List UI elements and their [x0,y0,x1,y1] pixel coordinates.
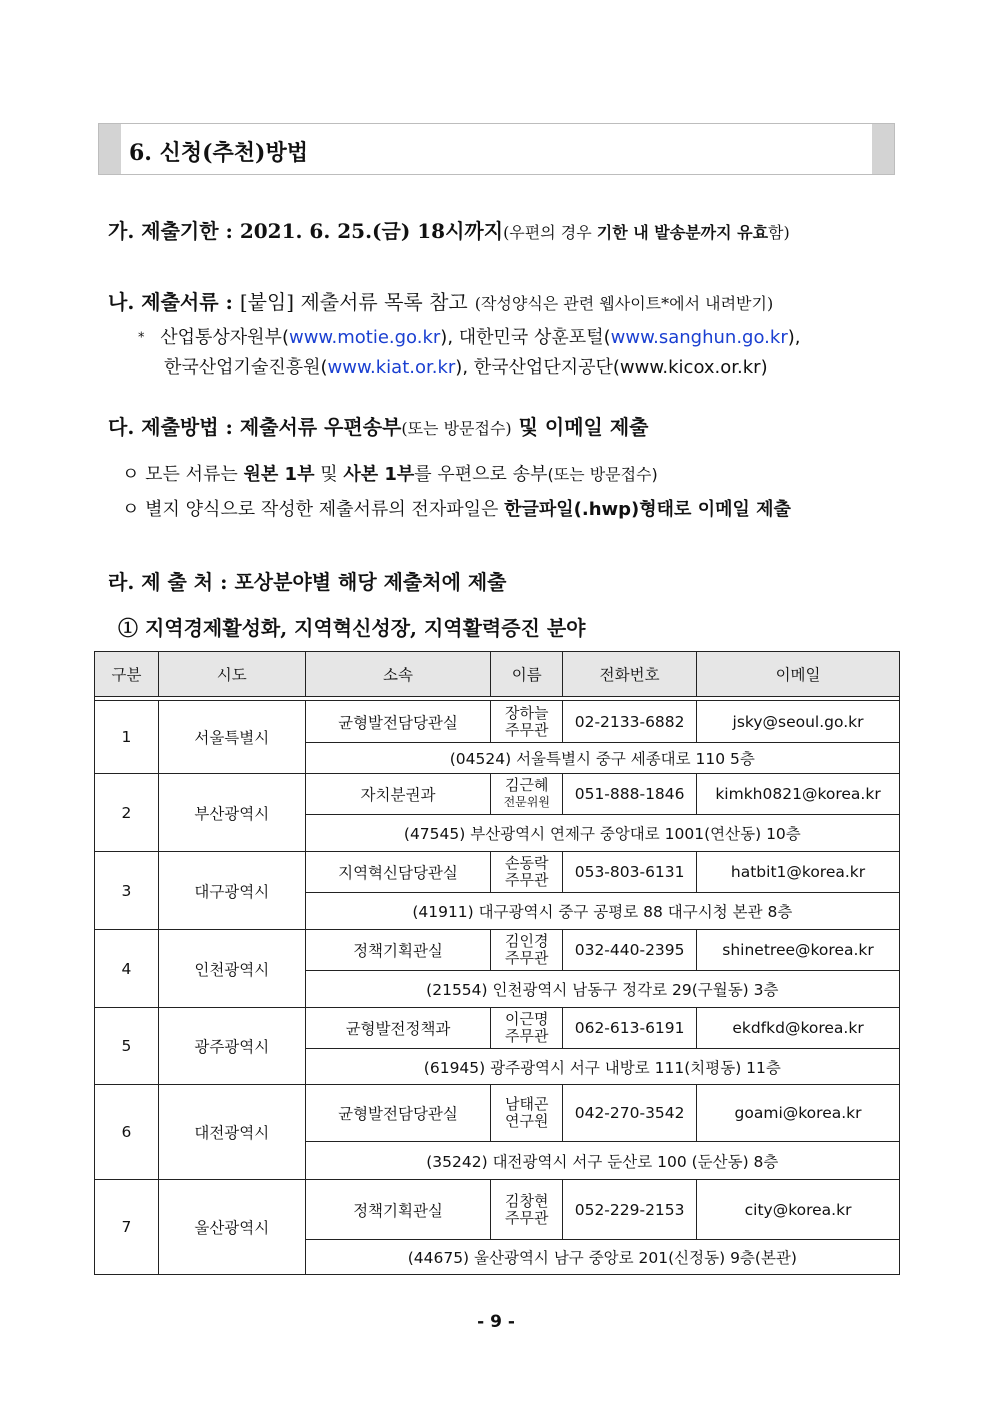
bullet1-f: (또는 방문접수) [547,465,658,484]
page-number: - 9 - [477,1312,515,1332]
documents-line [108,286,773,315]
table-row [95,774,900,815]
bullet1-d: 사본 1부 [343,464,415,485]
row-name-1: 손동락 [505,854,549,872]
deadline-note-b: 기한 내 발송분까지 유효 [596,223,769,242]
site3-link[interactable]: www.kiat.or.kr [327,357,456,378]
header-email: 이메일 [697,652,900,697]
row-name [491,930,563,971]
deadline-label: 가. 제출기한 : 2021. 6. 25.(금) 18시까지 [108,219,504,243]
row-city: 광주광역시 [158,1008,305,1085]
destination-line: 라. 제 출 처 : 포상분야별 해당 제출처에 제출 [108,570,507,594]
table-row [95,1085,900,1142]
row-name [491,701,563,743]
row-name [491,1085,563,1142]
row-phone: 02-2133-6882 [563,701,697,743]
row-dept: 자치분권과 [305,774,491,815]
contacts-table [94,651,900,1275]
row-no: 5 [95,1008,159,1085]
method-label: 다. 제출방법 : 제출서류 우편송부 [108,415,402,439]
documents-label: 나. 제출서류 : [108,290,240,314]
method-note: (또는 방문접수) [401,419,512,438]
row-name-2: 주무관 [505,720,549,739]
deadline-note-a: (우편의 경우 [503,223,597,242]
row-name-1: 김인경 [505,932,549,950]
heading-right-bar [872,124,894,174]
row-name-2: 주무관 [505,871,549,889]
row-dept: 균형발전정책과 [305,1008,491,1049]
row-name-2: 주무관 [505,1027,549,1045]
row-no: 2 [95,774,159,852]
row-address: (35242) 대전광역시 서구 둔산로 100 (둔산동) 8층 [305,1142,899,1180]
row-email[interactable]: city@korea.kr [697,1180,900,1240]
site2-link[interactable]: www.sanghun.go.kr [610,327,788,348]
table-row [95,930,900,971]
site4-name: ), 한국산업단지공단(www.kicox.or.kr) [455,357,768,378]
row-dept: 지역혁신담당관실 [305,852,491,893]
deadline-line [108,215,790,244]
row-no: 1 [95,701,159,774]
row-address: (41911) 대구광역시 중구 공평로 88 대구시청 본관 8층 [305,893,899,930]
row-email[interactable]: shinetree@korea.kr [697,930,900,971]
bullet1-b: 원본 1부 [243,464,315,485]
row-city: 울산광역시 [158,1180,305,1275]
site2-name: ), 대한민국 상훈포털( [440,327,611,348]
header-no: 구분 [95,652,159,697]
site2-end: ), [787,327,801,348]
row-city: 부산광역시 [158,774,305,852]
row-name-1: 장하늘 [505,703,549,722]
row-dept: 균형발전담당관실 [305,1085,491,1142]
bullet2-b: 한글파일(.hwp)형태로 이메일 제출 [504,499,791,520]
row-name [491,774,563,815]
row-name-2: 연구원 [505,1112,549,1130]
row-phone: 062-613-6191 [563,1008,697,1049]
row-name-2: 전문위원 [503,795,550,809]
header-dept: 소속 [305,652,491,697]
deadline-note-c: 함) [768,223,790,242]
row-dept: 균형발전담당관실 [305,701,491,743]
table-row [95,701,900,743]
method-bullet-2 [122,495,791,521]
row-address: (47545) 부산광역시 연제구 중앙대로 1001(연산동) 10층 [305,815,899,852]
header-name: 이름 [491,652,563,697]
heading-left-bar [99,124,121,174]
bullet1-e: 를 우편으로 송부 [414,464,548,485]
destination-sub: ① 지역경제활성화, 지역혁신성장, 지역활력증진 분야 [118,616,586,640]
row-city: 인천광역시 [158,930,305,1008]
row-address: (04524) 서울특별시 중구 세종대로 110 5층 [305,743,899,774]
row-phone: 051-888-1846 [563,774,697,815]
row-name-2: 주무관 [505,1208,549,1227]
table-row [95,1180,900,1240]
documents-label-b: [붙임] 제출서류 목록 참고 [239,290,468,314]
site1-link[interactable]: www.motie.go.kr [288,327,441,348]
row-no: 4 [95,930,159,1008]
row-city: 대구광역시 [158,852,305,930]
section-title: 6. 신청(추천)방법 [129,140,308,166]
method-line [108,411,648,440]
row-phone: 032-440-2395 [563,930,697,971]
row-email[interactable]: jsky@seoul.go.kr [697,701,900,743]
site3-name: 한국산업기술진흥원( [164,357,328,378]
row-phone: 052-229-2153 [563,1180,697,1240]
table-row [95,1008,900,1049]
site1-name: 산업통상자원부( [160,327,289,348]
method-bullet-1 [122,460,658,486]
header-phone: 전화번호 [563,652,697,697]
row-email[interactable]: ekdfkd@korea.kr [697,1008,900,1049]
row-name-2: 주무관 [505,949,549,967]
row-email[interactable]: kimkh0821@korea.kr [697,774,900,815]
header-city: 시도 [158,652,305,697]
row-dept: 정책기획관실 [305,930,491,971]
row-phone: 042-270-3542 [563,1085,697,1142]
row-name [491,1180,563,1240]
star-mark: * [138,330,145,346]
row-name-1: 남태곤 [505,1095,549,1113]
row-city: 서울특별시 [158,701,305,774]
row-address: (21554) 인천광역시 남동구 정각로 29(구월동) 3층 [305,971,899,1008]
bullet1-a: ㅇ 모든 서류는 [122,464,244,485]
table-row [95,852,900,893]
row-no: 6 [95,1085,159,1180]
row-no: 3 [95,852,159,930]
sites-line-1 [138,323,800,349]
row-city: 대전광역시 [158,1085,305,1180]
row-dept: 정책기획관실 [305,1180,491,1240]
bullet2-a: ㅇ 별지 양식으로 작성한 제출서류의 전자파일은 [122,499,505,520]
method-label-b: 및 이메일 제출 [511,415,649,439]
row-name [491,852,563,893]
section-heading-box [98,123,895,175]
row-no: 7 [95,1180,159,1275]
row-name-1: 김근혜 [505,776,549,794]
row-address: (61945) 광주광역시 서구 내방로 111(치평동) 11층 [305,1049,899,1085]
sites-line-2 [164,353,768,379]
row-name [491,1008,563,1049]
row-name-1: 이근명 [505,1010,549,1028]
row-address: (44675) 울산광역시 남구 중앙로 201(신정동) 9층(본관) [305,1240,899,1275]
row-email[interactable]: hatbit1@korea.kr [697,852,900,893]
row-phone: 053-803-6131 [563,852,697,893]
documents-note: (작성양식은 관련 웹사이트*에서 내려받기) [474,294,774,313]
row-email[interactable]: goami@korea.kr [697,1085,900,1142]
bullet1-c: 및 [314,464,344,485]
table-header-row [95,652,900,697]
row-name-1: 김창현 [505,1191,549,1210]
